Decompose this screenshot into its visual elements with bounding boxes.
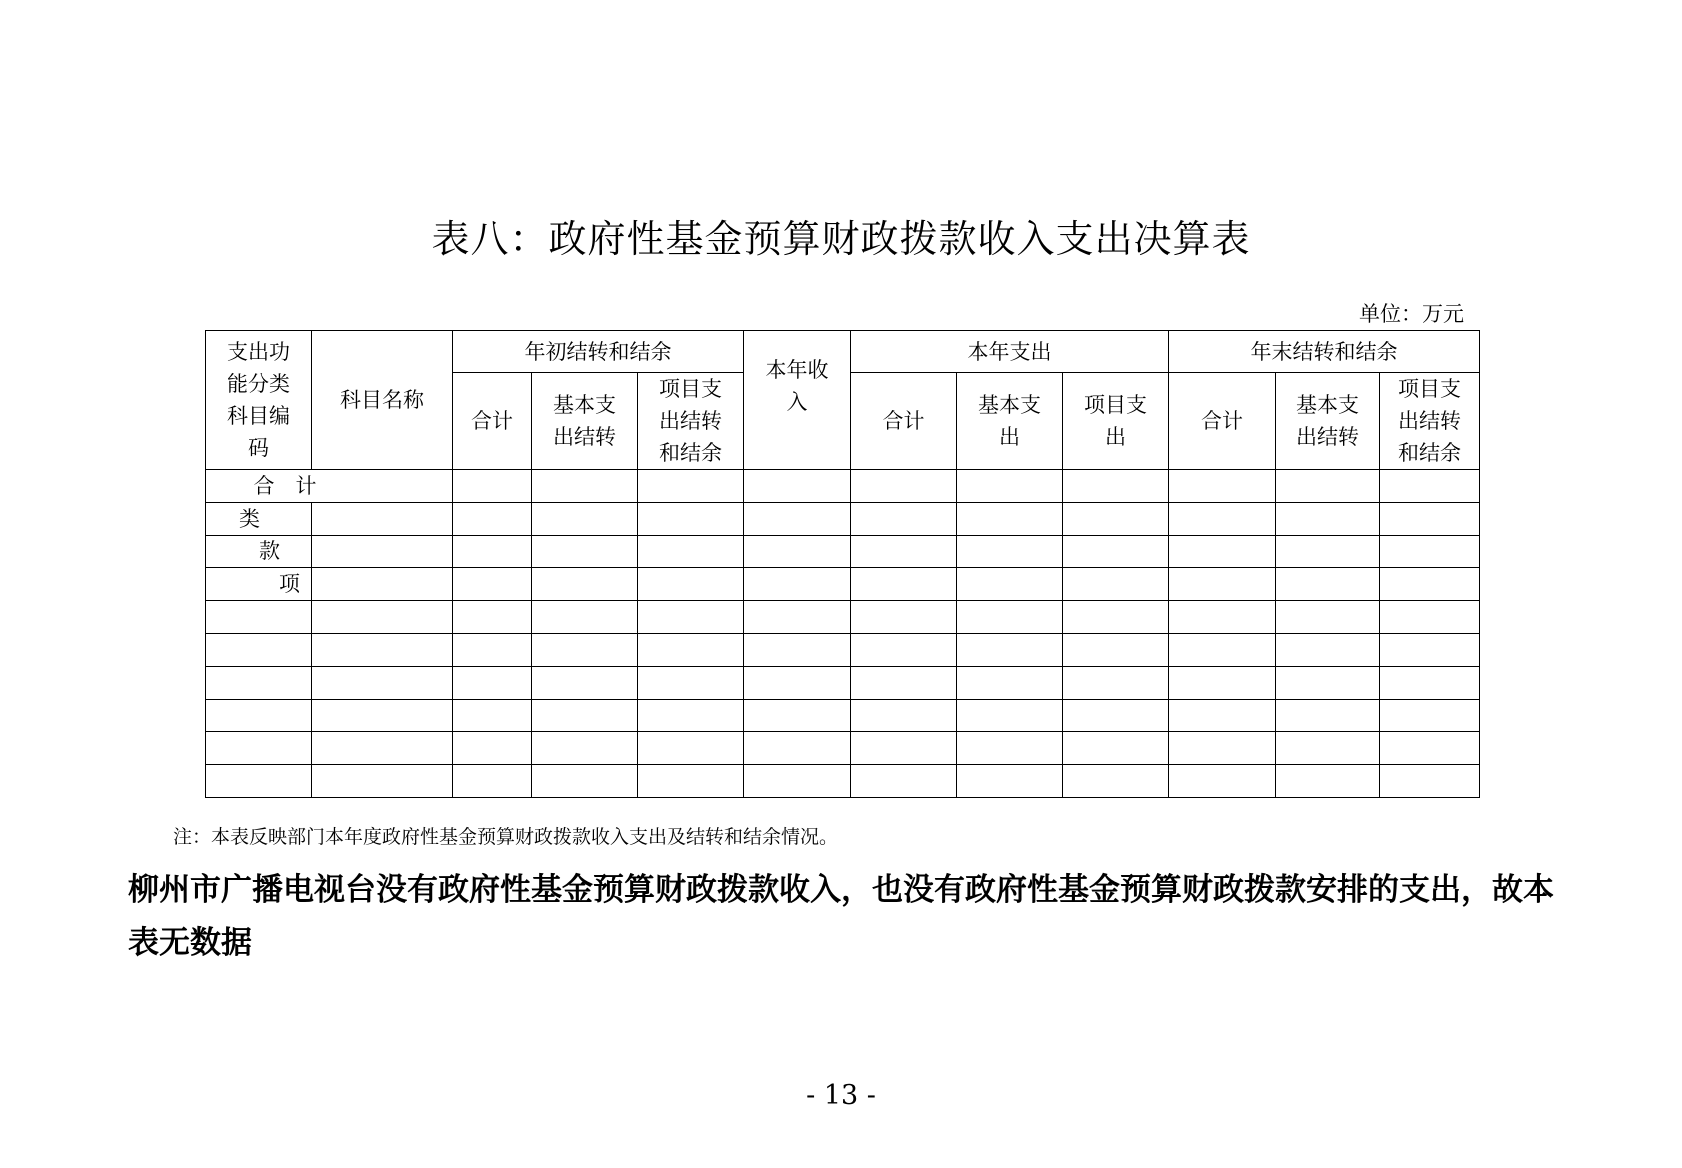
header-opening-project-text: 项目支出结转和结余 — [659, 377, 722, 465]
table-cell — [851, 633, 957, 666]
table-cell — [453, 601, 532, 634]
table-cell — [638, 699, 744, 732]
table-cell — [957, 470, 1063, 503]
table-cell — [206, 699, 312, 732]
header-opening-basic-text: 基本支出结转 — [553, 393, 616, 449]
table-note: 注：本表反映部门本年度政府性基金预算财政拨款收入支出及结转和结余情况。 — [173, 826, 839, 848]
table-cell — [453, 666, 532, 699]
table-cell — [1276, 568, 1380, 601]
header-expense-basic — [957, 373, 1063, 470]
header-opening-project — [638, 373, 744, 470]
table-row — [206, 732, 1480, 765]
header-closing-total: 合计 — [1169, 373, 1276, 470]
budget-table — [205, 330, 1480, 798]
table-cell — [851, 502, 957, 535]
table-cell — [532, 470, 638, 503]
table-cell — [1276, 732, 1380, 765]
table-cell — [1169, 633, 1276, 666]
table-cell — [532, 502, 638, 535]
table-row — [206, 601, 1480, 634]
table-cell — [312, 666, 453, 699]
table-cell — [1276, 666, 1380, 699]
table-cell — [453, 502, 532, 535]
table-cell — [1380, 633, 1480, 666]
table-cell — [851, 535, 957, 568]
table-cell — [206, 601, 312, 634]
table-cell — [1063, 666, 1169, 699]
table-cell — [1169, 568, 1276, 601]
table-cell — [744, 535, 851, 568]
table-cell — [1380, 699, 1480, 732]
table-cell — [312, 601, 453, 634]
table-cell — [851, 568, 957, 601]
table-cell — [1169, 502, 1276, 535]
header-closing-basic-text: 基本支出结转 — [1296, 393, 1360, 449]
table-cell — [453, 535, 532, 568]
table-cell — [957, 666, 1063, 699]
header-income-text: 本年收入 — [765, 358, 829, 414]
table-cell — [1169, 732, 1276, 765]
table-cell — [532, 568, 638, 601]
table-cell — [1276, 765, 1380, 798]
table-cell — [1169, 699, 1276, 732]
table-cell — [453, 765, 532, 798]
table-cell — [206, 765, 312, 798]
total-label-cell — [206, 470, 453, 503]
table-cell — [744, 699, 851, 732]
table-cell — [312, 633, 453, 666]
table-cell — [638, 601, 744, 634]
table-cell — [532, 601, 638, 634]
table-cell — [532, 699, 638, 732]
header-closing-basic — [1276, 373, 1380, 470]
header-closing-project — [1380, 373, 1480, 470]
table-cell — [638, 732, 744, 765]
table-cell — [851, 470, 957, 503]
table-cell — [957, 765, 1063, 798]
table-cell — [744, 601, 851, 634]
table-cell — [851, 765, 957, 798]
header-income — [744, 331, 851, 470]
level-class-label: 类 — [239, 506, 260, 531]
unit-label: 单位：万元 — [1359, 302, 1464, 326]
table-cell — [312, 699, 453, 732]
table-cell — [1063, 535, 1169, 568]
table-cell — [532, 765, 638, 798]
table-cell — [1276, 633, 1380, 666]
table-cell — [532, 633, 638, 666]
table-row — [206, 502, 1480, 535]
table-cell — [1380, 732, 1480, 765]
table-cell — [1063, 601, 1169, 634]
table-cell — [532, 666, 638, 699]
header-expense-project-text: 项目支出 — [1084, 393, 1148, 449]
table-cell — [1063, 765, 1169, 798]
table-cell — [957, 568, 1063, 601]
header-expense-project — [1063, 373, 1169, 470]
table-cell — [957, 633, 1063, 666]
table-cell — [744, 633, 851, 666]
total-label: 合 计 — [253, 473, 317, 498]
page-number: - 13 - — [806, 1080, 876, 1111]
table-cell — [851, 601, 957, 634]
table-cell — [744, 765, 851, 798]
table-cell — [1169, 666, 1276, 699]
table-row — [206, 568, 1480, 601]
table-row — [206, 699, 1480, 732]
table-cell — [1276, 699, 1380, 732]
table-cell — [206, 633, 312, 666]
level-item-cell — [206, 568, 312, 601]
table-cell — [1063, 568, 1169, 601]
table-cell — [312, 535, 453, 568]
table-cell — [744, 732, 851, 765]
table-cell — [638, 666, 744, 699]
table-cell — [957, 732, 1063, 765]
table-cell — [1380, 666, 1480, 699]
header-opening-basic — [532, 373, 638, 470]
total-row — [206, 470, 1480, 503]
table-cell — [453, 568, 532, 601]
header-code — [206, 331, 312, 470]
table-cell — [1169, 765, 1276, 798]
table-cell — [851, 666, 957, 699]
level-item-label: 项 — [279, 572, 300, 597]
table-row — [206, 666, 1480, 699]
table-cell — [1169, 601, 1276, 634]
level-section-label: 款 — [259, 539, 280, 564]
table-cell — [1063, 470, 1169, 503]
table-cell — [957, 502, 1063, 535]
level-section-cell — [206, 535, 312, 568]
table-cell — [744, 502, 851, 535]
table-row — [206, 633, 1480, 666]
no-data-statement: 柳州市广播电视台没有政府性基金预算财政拨款收入，也没有政府性基金预算财政拨款安排的支出，故本表无数据 — [128, 872, 1554, 961]
table-cell — [532, 732, 638, 765]
table-cell — [1063, 732, 1169, 765]
table-cell — [638, 765, 744, 798]
table-cell — [744, 568, 851, 601]
table-cell — [1380, 470, 1480, 503]
table-cell — [1380, 535, 1480, 568]
header-closing-project-text: 项目支出结转和结余 — [1398, 377, 1462, 465]
table-cell — [206, 732, 312, 765]
table-cell — [744, 666, 851, 699]
table-cell — [638, 633, 744, 666]
table-cell — [1380, 502, 1480, 535]
table-cell — [1063, 502, 1169, 535]
table-cell — [1063, 633, 1169, 666]
table-cell — [1276, 601, 1380, 634]
header-expense-basic-text: 基本支出 — [978, 393, 1042, 449]
table-cell — [638, 502, 744, 535]
header-row-1 — [206, 331, 1480, 373]
table-cell — [1276, 535, 1380, 568]
table-cell — [1276, 470, 1380, 503]
level-class-cell — [206, 502, 312, 535]
table-cell — [1380, 568, 1480, 601]
table-cell — [453, 732, 532, 765]
header-expense-total: 合计 — [851, 373, 957, 470]
table-cell — [453, 470, 532, 503]
table-cell — [312, 502, 453, 535]
table-cell — [638, 470, 744, 503]
header-opening-total: 合计 — [453, 373, 532, 470]
table-cell — [206, 666, 312, 699]
table-cell — [312, 568, 453, 601]
table-row — [206, 765, 1480, 798]
table-cell — [1380, 765, 1480, 798]
table-cell — [851, 699, 957, 732]
header-opening-group: 年初结转和结余 — [453, 331, 744, 373]
table-cell — [957, 601, 1063, 634]
table-cell — [638, 568, 744, 601]
table-cell — [744, 470, 851, 503]
table-cell — [1169, 535, 1276, 568]
header-name: 科目名称 — [312, 331, 453, 470]
table-cell — [312, 765, 453, 798]
document-title: 表八：政府性基金预算财政拨款收入支出决算表 — [431, 217, 1251, 261]
table-cell — [957, 699, 1063, 732]
table-cell — [1380, 601, 1480, 634]
table-cell — [453, 633, 532, 666]
header-expense-group: 本年支出 — [851, 331, 1169, 373]
table-cell — [957, 535, 1063, 568]
table-cell — [453, 699, 532, 732]
table-cell — [532, 535, 638, 568]
table-cell — [1169, 470, 1276, 503]
header-code-text: 支出功能分类科目编码 — [227, 340, 290, 460]
table-cell — [312, 732, 453, 765]
table-cell — [1276, 502, 1380, 535]
table-row — [206, 535, 1480, 568]
table-cell — [638, 535, 744, 568]
header-closing-group: 年末结转和结余 — [1169, 331, 1480, 373]
table-cell — [1063, 699, 1169, 732]
table-cell — [851, 732, 957, 765]
